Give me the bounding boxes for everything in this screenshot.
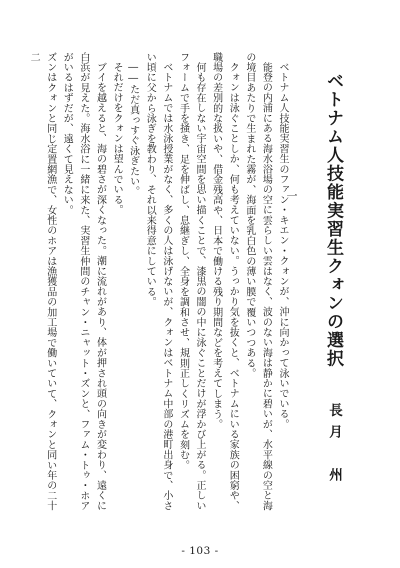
paragraph: クォンは泳ぐことしか、何も考えていない。うっかり気を抜くと、ベトナムにいる家族の困窮や、職場の差別的な扱いや、借金残高や、日本で働ける残り期間などを考えてしまう。 <box>210 52 239 511</box>
paragraph: ベトナム人技能実習生のファン・キエン・クォンが、沖に向かって泳いでいる。 <box>277 62 288 430</box>
paragraph: 能登の内浦にある海水浴場の空に雲らしい雲はなく、波のない海は静かに碧いが、水平線の空と海の境目あたりで生まれた霧が、海面を乳白色の薄い膜で覆いつつある。 <box>243 52 272 511</box>
body-text <box>25 52 291 520</box>
page-number: - 103 - <box>181 545 219 557</box>
paragraph: ブイを越えると、海の碧さが深くなった。潮に流れがあり、体が押され頭の向きが変わり、遠くに白浜が見えた。海水浴に一緒に来た、実習生仲間のチャン・ニャット・ズンと、ファム・トゥ・ホアがいるはずだが、遠くて見えない。 <box>61 52 106 511</box>
author-name: 長月 州 <box>326 403 342 489</box>
paragraph: ――ただ真っすぐ泳ぎたい。 <box>127 62 139 197</box>
story-title: ベトナム人技能実習生クォンの選択 <box>323 72 343 368</box>
paragraph: ズンはクォンと同じ定置網漁で、女性のホアは漁獲品の加工場で働いていて、クォンと同い年の二十二 <box>28 52 56 511</box>
paragraph: 何も存在しない宇宙空間を思い描くことで、漆黒の闇の中に泳ぐことだけが浮かび上がる。正しいフォームで手を掻き、足を伸ばし、息継ぎし、全身を調和させ、規則正しくリズムを刻む。 <box>177 52 206 511</box>
paragraph: それだけをクォンは望んでいる。 <box>111 62 123 215</box>
paragraph: ベトナムでは水泳授業がなく、多くの人は泳げないが、クォンはベトナム中部の港町出身で、小さい頃に父から泳ぎを教わり、それ以来得意にしている。 <box>144 52 172 511</box>
section-number: 一 <box>285 190 298 201</box>
